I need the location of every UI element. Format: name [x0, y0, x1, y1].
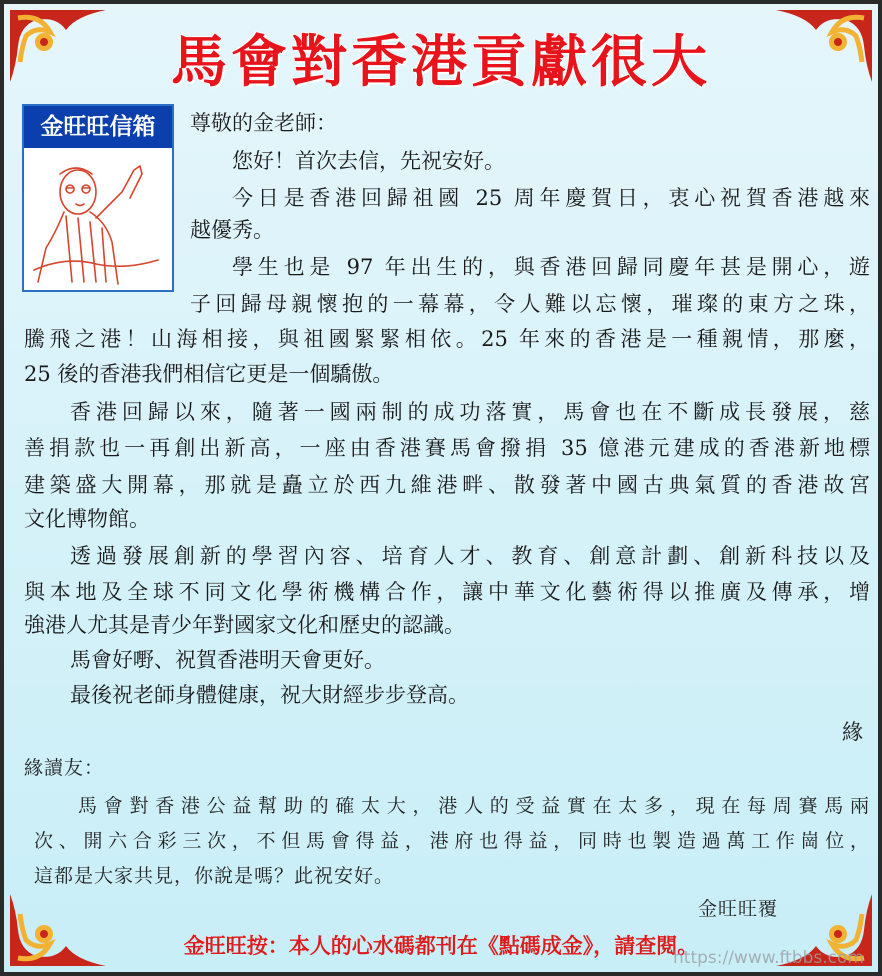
reply-salutation: 緣讀友：	[24, 757, 105, 779]
letter-line: 您好！首次去信，先祝安好。	[232, 149, 505, 173]
letter-line: 子回歸母親懷抱的一幕幕，令人難以忘懷，璀璨的東方之珠，	[190, 292, 870, 316]
letter-salutation: 尊敬的金老師：	[190, 111, 337, 135]
letter-line: 25 後的香港我們相信它更是一個驕傲。	[24, 362, 394, 386]
letter-line: 香港回歸以來，隨著一國兩制的成功落實，馬會也在不斷成長發展，慈	[70, 400, 870, 424]
footer-note: 金旺旺按：本人的心水碼都刊在《點碼成金》，請查閱。	[183, 934, 699, 958]
letter-line: 今日是香港回歸祖國 25 周年慶賀日，衷心祝賀香港越來	[232, 186, 870, 210]
teacher-sketch-icon	[26, 152, 170, 288]
letter-line: 透過發展創新的學習內容、培育人才、教育、創意計劃、創新科技以及	[70, 544, 870, 568]
letter-line: 善捐款也一再創出新高，一座由香港賽馬會撥捐 35 億港元建成的香港新地標	[24, 436, 870, 460]
letter-line: 馬會好嘢、祝賀香港明天會更好。	[70, 648, 385, 672]
letter-signature: 緣	[842, 720, 863, 744]
letter-line: 騰飛之港！山海相接，與祖國緊緊相依。25 年來的香港是一種親情，那麼，	[24, 327, 870, 351]
reply-signature: 金旺旺覆	[698, 898, 779, 920]
column-logo-label: 金旺旺信箱	[24, 106, 172, 148]
page-title: 馬會對香港貢獻很大	[171, 30, 711, 95]
reply-line: 馬會對香港公益幫助的確太大，港人的受益實在太多，現在每周賽馬兩	[78, 795, 870, 817]
letter-line: 越優秀。	[190, 218, 274, 242]
column-logo	[22, 104, 174, 292]
reply-line: 這都是大家共見，你說是嗎？此祝安好。	[34, 865, 395, 887]
letter-line: 建築盛大開幕，那就是矗立於西九維港畔、散發著中國古典氣質的香港故宮	[24, 473, 870, 497]
watermark: https://www.ftbbs.com	[673, 948, 864, 968]
letter-line: 學生也是 97 年出生的，與香港回歸同慶年甚是開心，遊	[232, 255, 870, 279]
reply-line: 次、開六合彩三次，不但馬會得益，港府也得益，同時也製造過萬工作崗位，	[34, 830, 870, 852]
letter-line: 文化博物館。	[24, 507, 150, 531]
letter-line: 最後祝老師身體健康，祝大財經步步登高。	[70, 683, 469, 707]
letter-line: 強港人尤其是青少年對國家文化和歷史的認識。	[24, 613, 465, 637]
letter-line: 與本地及全球不同文化學術機構合作，讓中華文化藝術得以推廣及傳承，增	[24, 580, 870, 604]
